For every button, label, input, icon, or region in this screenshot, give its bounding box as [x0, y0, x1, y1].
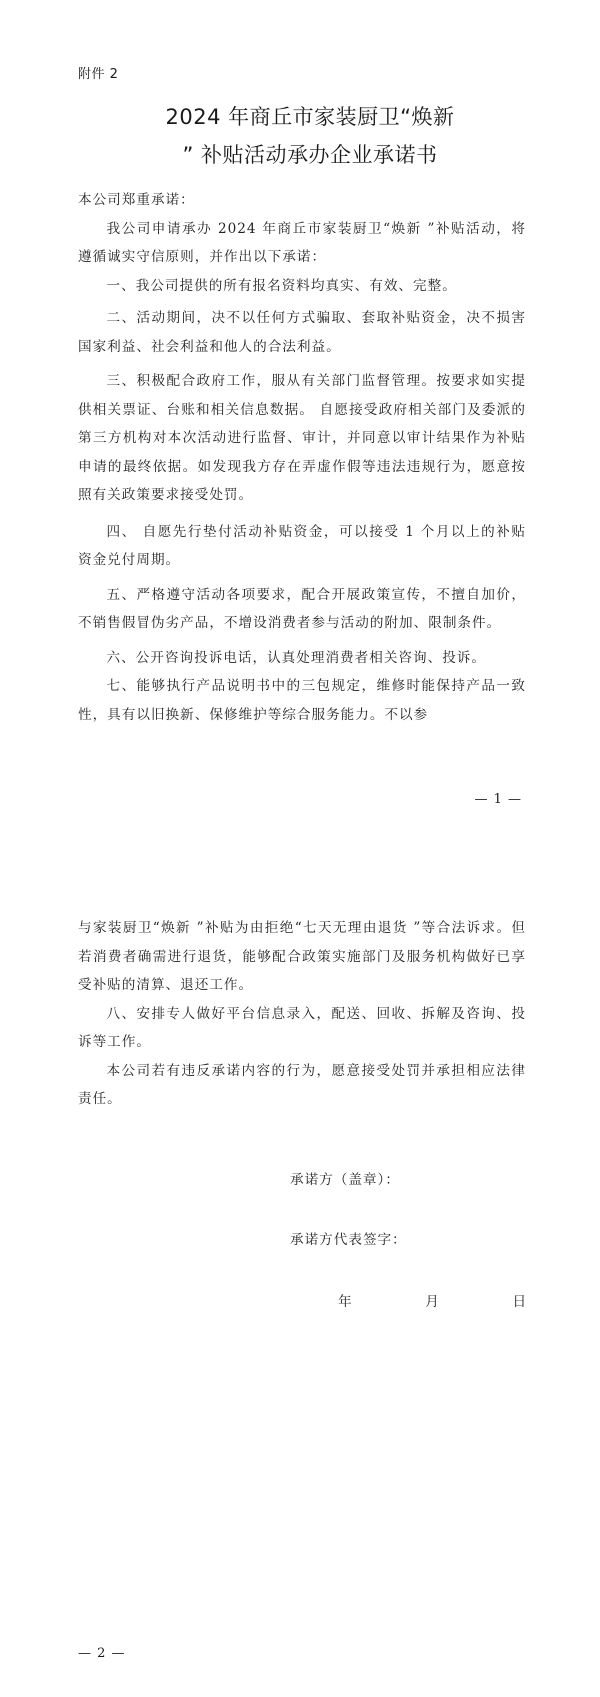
document-title-line-2: ” 补贴活动承办企业承诺书 — [182, 143, 438, 167]
page-1-body — [78, 186, 526, 729]
commitment-4: 四、 自愿先行垫付活动补贴资金，可以接受 1 个月以上的补贴资金兑付周期。 — [78, 523, 526, 568]
salutation: 本公司郑重承诺： — [78, 192, 195, 208]
liability-statement: 本公司若有违反承诺内容的行为，愿意接受处罚并承担相应法律责任。 — [78, 1062, 526, 1107]
commitment-8: 八、安排专人做好平台信息录入，配送、回收、拆解及咨询、投诉等工作。 — [78, 1005, 526, 1050]
commitment-7-start: 七、能够执行产品说明书中的三包规定，维修时能保持产品一致性，具有以旧换新、保修维护等综合服务能力。不以参 — [78, 678, 526, 723]
document-page-1 — [0, 0, 600, 848]
document-page-2 — [0, 848, 600, 1696]
attachment-label: 附件 2 — [78, 67, 119, 82]
page-number-2: — 2 — — [78, 1646, 126, 1661]
date-year: 年 — [338, 1294, 353, 1310]
commitment-1: 一、我公司提供的所有报名资料均真实、有效、完整。 — [106, 277, 457, 294]
commitment-5: 五、严格遵守活动各项要求，配合开展政策宣传，不擅自加价，不销售假冒伪劣产品，不增设消费者参与活动的附加、限制条件。 — [78, 586, 526, 631]
commitment-6: 六、公开咨询投诉电话，认真处理消费者相关咨询、投诉。 — [106, 649, 486, 666]
signature-representative-field: 承诺方代表签字： — [290, 1232, 407, 1248]
date-day: 日 — [512, 1294, 528, 1310]
page-2-body — [78, 914, 526, 1114]
commitment-3: 三、积极配合政府工作，服从有关部门监督管理。按要求如实提供相关票证、台账和相关信息数据。 自愿接受政府相关部门及委派的第三方机构对本次活动进行监督、审计，并同意以审计结果作为补贴申请的最终依据。如发现我方存在弄虚作假等违法违规行为，愿意按照有关政策要求接受处罚。 — [78, 373, 526, 503]
signature-date — [338, 1290, 527, 1310]
page-number-1: — 1 — — [474, 792, 522, 807]
document-title-line-1: 2024 年商丘市家装厨卫“焕新 — [165, 105, 455, 129]
signature-stamp-field: 承诺方（盖章）： — [290, 1172, 400, 1188]
commitment-7-continued: 与家装厨卫“焕新 ”补贴为由拒绝“七天无理由退货 ”等合法诉求。但若消费者确需进行退货，能够配合政策实施部门及服务机构做好已享受补贴的清算、退还工作。 — [78, 920, 526, 993]
intro-paragraph: 我公司申请承办 2024 年商丘市家装厨卫“焕新 ”补贴活动，将遵循诚实守信原则，并作出以下承诺： — [78, 220, 526, 265]
commitment-2: 二、活动期间，决不以任何方式骗取、套取补贴资金，决不损害国家利益、社会利益和他人的合法利益。 — [78, 310, 526, 355]
date-month: 月 — [425, 1294, 440, 1310]
